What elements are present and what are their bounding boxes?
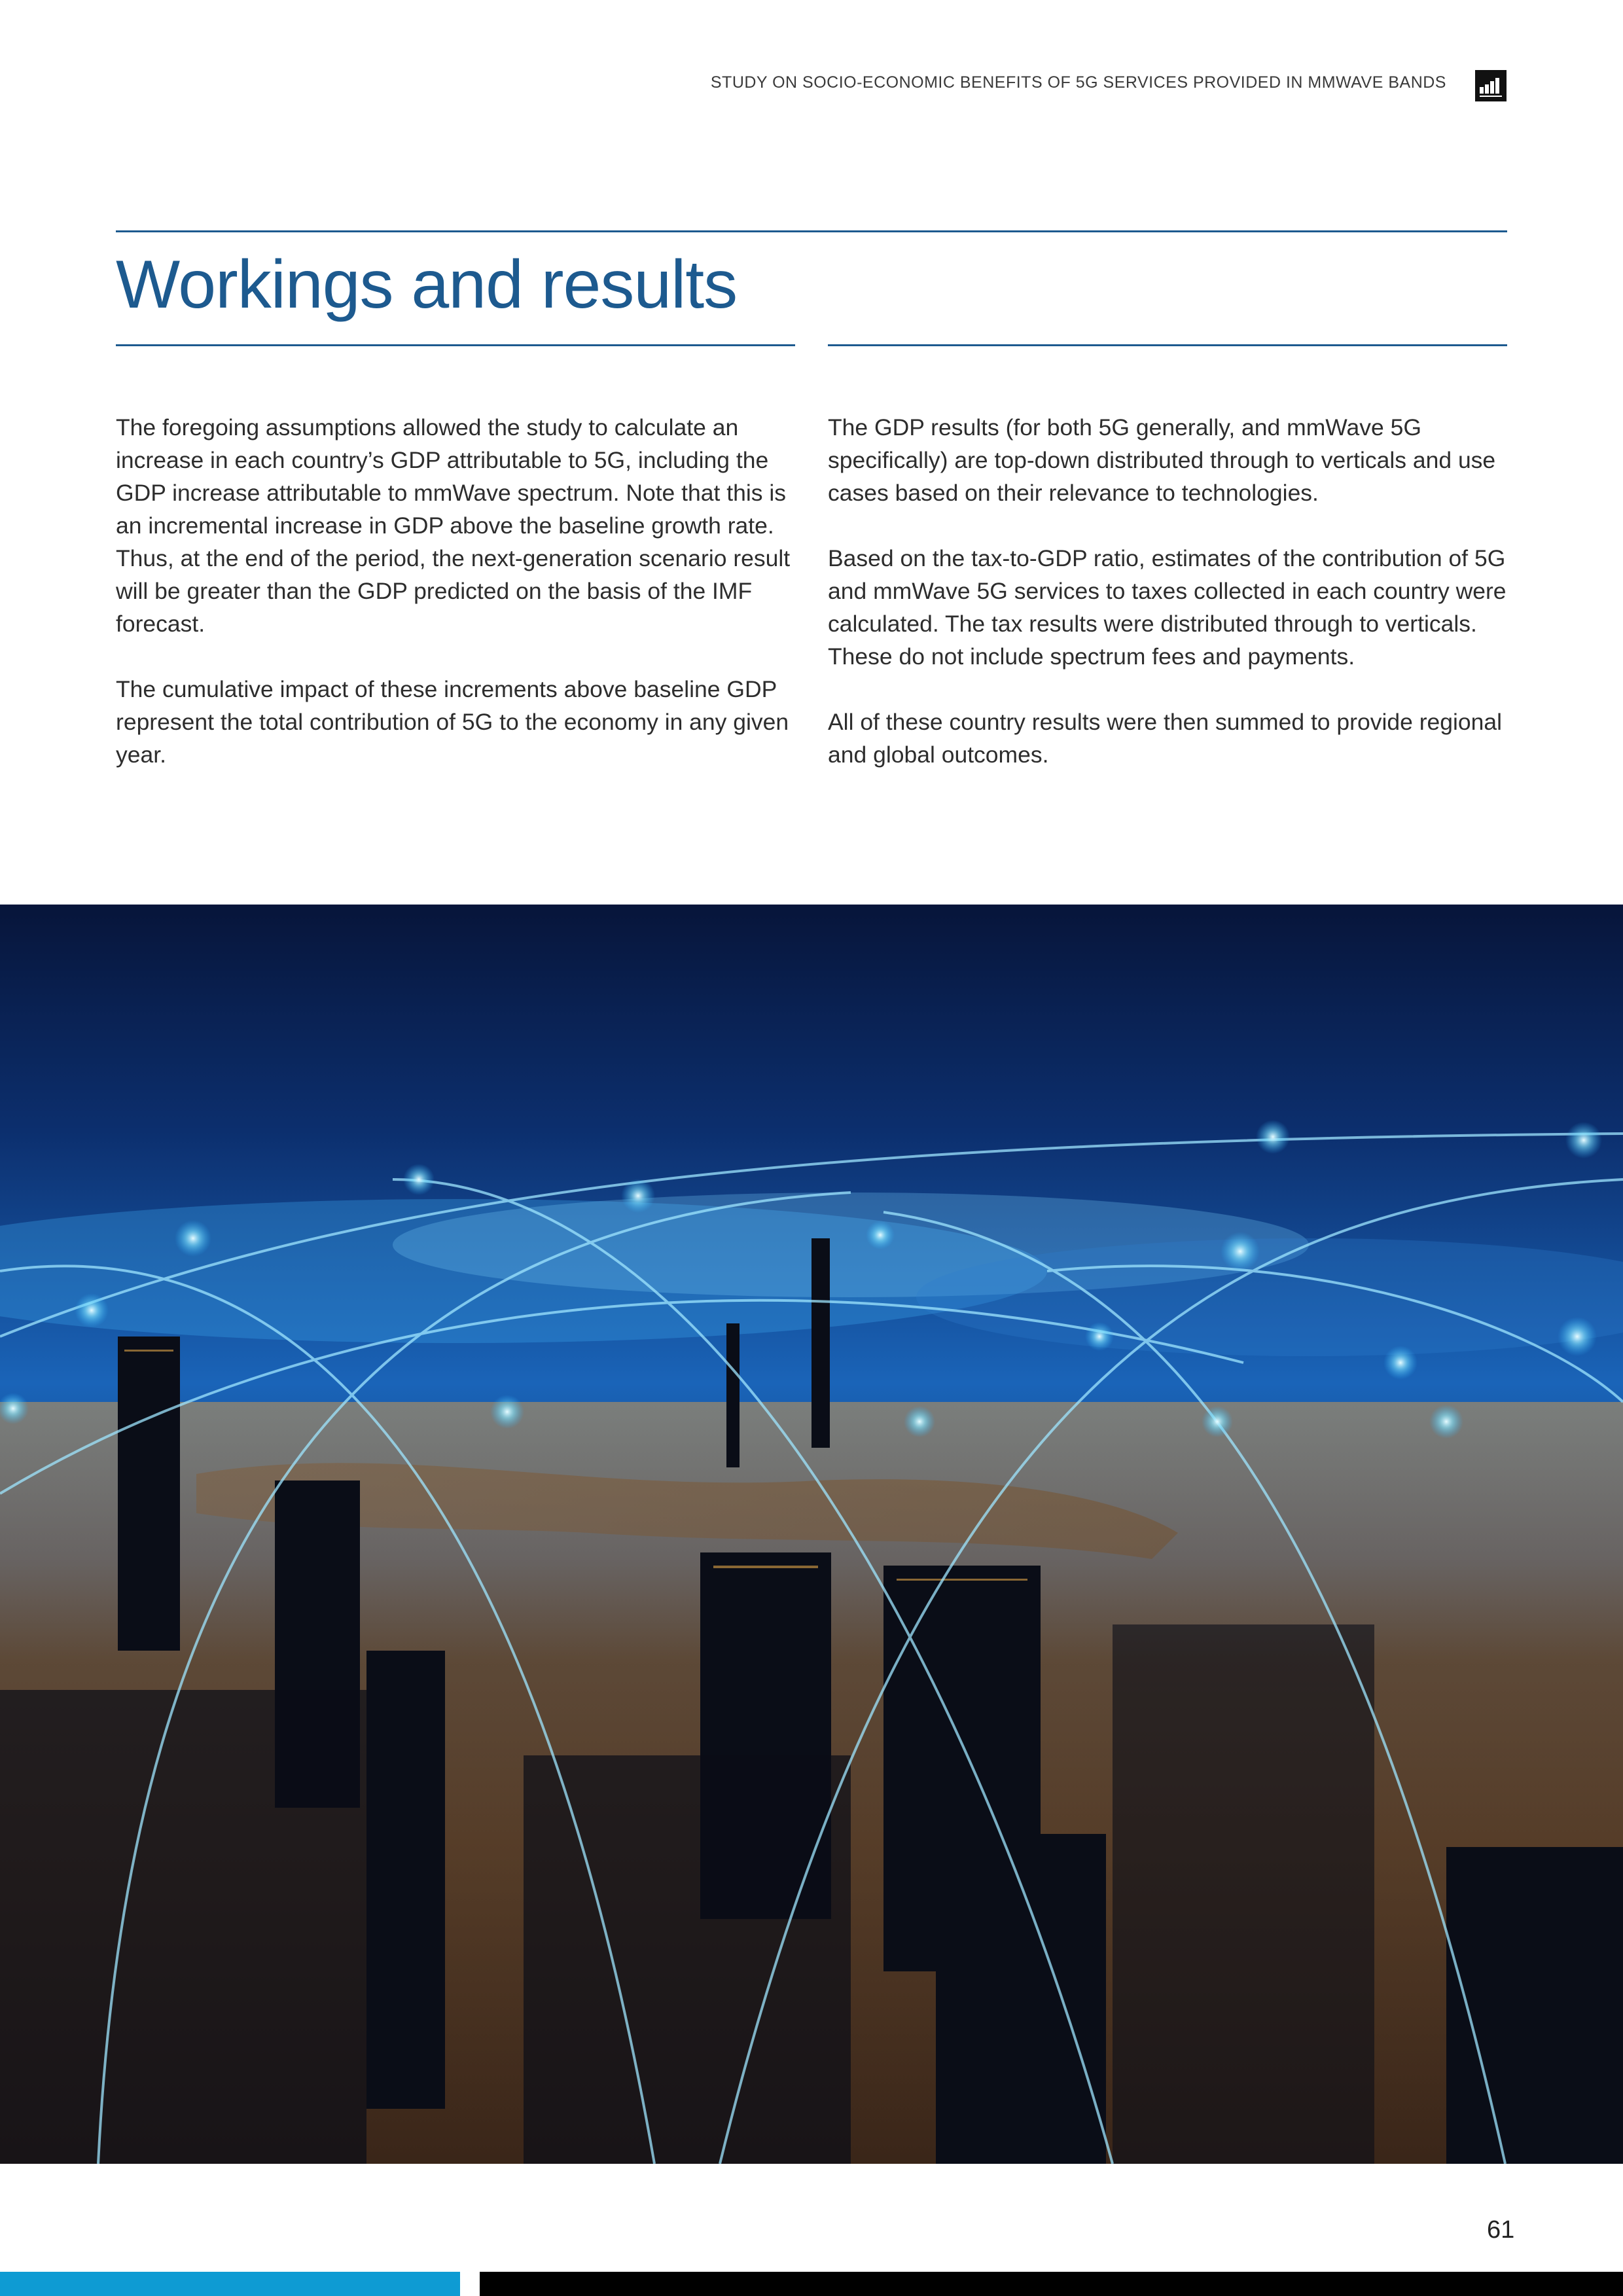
footer-black-bar [480, 2272, 1623, 2296]
left-text-column [116, 411, 800, 804]
right-column-rule [828, 344, 1507, 346]
left-paragraph-1: The foregoing assumptions allowed the study to calculate an increase in each country’s GDP attributable to 5G, including the GDP increase attributable to mmWave spectrum. Note that this is an incremental increase in GDP above the baseline growth rate. Thus, at the end of the period, the next-generation scenario result will be greater than the GDP predicted on the basis of the IMF forecast. [116, 414, 791, 637]
title-top-rule [116, 230, 1507, 232]
gsma-logo-icon [1475, 70, 1507, 101]
city-network-hero-image [0, 905, 1623, 2164]
hero-illustration [0, 905, 1623, 2164]
right-paragraph-3: All of these country results were then summed to provide regional and global outcomes. [828, 709, 1503, 768]
footer-blue-bar [0, 2272, 460, 2296]
right-paragraph-2: Based on the tax-to-GDP ratio, estimates of the contribution of 5G and mmWave 5G services to taxes collected in each country were calculated. The tax results were distributed through to verticals. These do not include spectrum fees and payments. [828, 545, 1507, 670]
left-column-rule [116, 344, 795, 346]
left-paragraph-2: The cumulative impact of these increments above baseline GDP represent the total contribution of 5G to the economy in any given year. [116, 676, 789, 768]
running-header: STUDY ON SOCIO-ECONOMIC BENEFITS OF 5G SERVICES PROVIDED IN MMWAVE BANDS [710, 73, 1446, 92]
right-text-column [828, 411, 1512, 804]
right-paragraph-1: The GDP results (for both 5G generally, and mmWave 5G specifically) are top-down distributed through to verticals and use cases based on their relevance to technologies. [828, 414, 1496, 506]
page-title: Workings and results [116, 247, 738, 323]
page-number: 61 [1487, 2216, 1515, 2244]
